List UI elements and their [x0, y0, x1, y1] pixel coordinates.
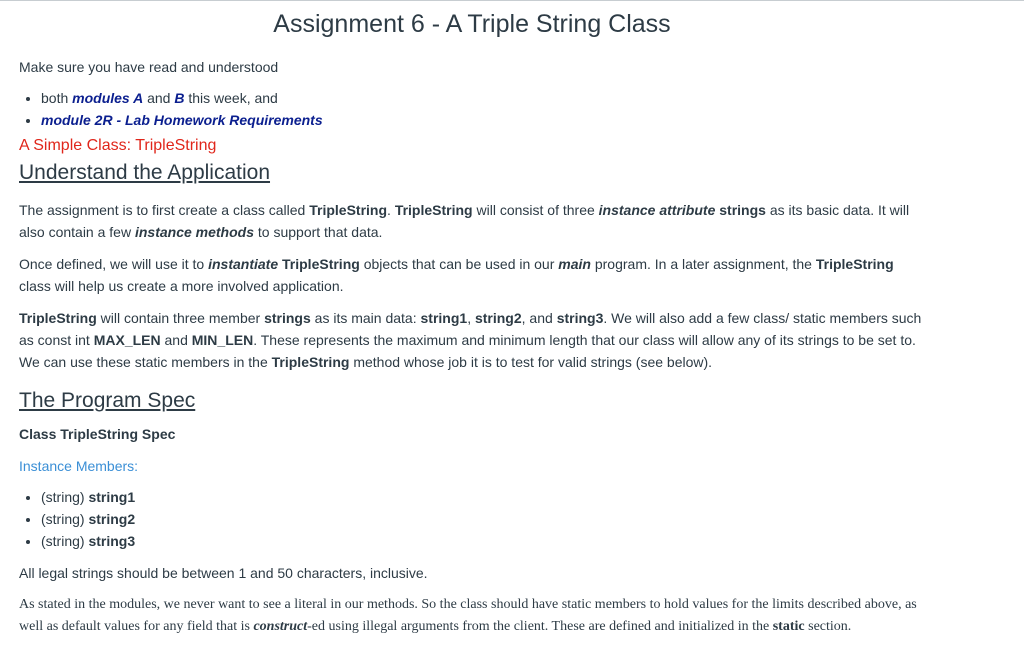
intro-text: this week, and [184, 90, 278, 106]
simple-class-link[interactable]: A Simple Class: TripleString [19, 137, 217, 154]
text: , [467, 310, 475, 326]
member-item [41, 530, 929, 552]
intro-list-item-requirements [41, 109, 929, 131]
page-title: Assignment 6 - A Triple String Class [273, 10, 671, 38]
paragraph-intro-class [19, 199, 929, 243]
class-spec-label: Class TripleString Spec [19, 426, 176, 442]
text: . We will also add a few class/ static members such as const int [19, 310, 922, 348]
legal-strings-note: All legal strings should be between 1 and 50 characters, inclusive. [19, 565, 428, 581]
term: MAX_LEN [93, 332, 161, 348]
member-type: (string) [41, 533, 89, 549]
module-a-link[interactable]: modules A [72, 90, 144, 106]
term: TripleString [271, 354, 350, 370]
member-list [19, 486, 929, 552]
term: TripleString [815, 256, 894, 272]
paragraph-static-members [19, 594, 929, 638]
module-2r-link[interactable]: module 2R - Lab Homework Requirements [41, 112, 323, 128]
member-type: (string) [41, 511, 89, 527]
intro-list [19, 87, 929, 131]
text: will consist of three [472, 202, 599, 218]
text: The assignment is to first create a class called [19, 202, 310, 218]
text: , and [521, 310, 557, 326]
intro-lead: Make sure you have read and understood [19, 59, 279, 75]
text: . [387, 202, 395, 218]
term: MIN_LEN [191, 332, 254, 348]
term: main [558, 256, 591, 272]
text: as its main data: [310, 310, 421, 326]
term: TripleString [394, 202, 473, 218]
term: instance attribute [598, 202, 716, 218]
class-spec-heading [19, 423, 929, 445]
member-name: string3 [88, 533, 136, 549]
section-heading-program-spec: The Program Spec [19, 389, 196, 412]
member-name: string1 [88, 489, 136, 505]
term: instance methods [134, 224, 254, 240]
text: -ed using illegal arguments from the client. These are defined and initialized in the [307, 619, 773, 634]
text: method whose job it is to test for valid strings (see below). [349, 354, 713, 370]
term: TripleString [19, 310, 97, 326]
term: strings [264, 310, 311, 326]
term: strings [719, 202, 766, 218]
text: will contain three member [96, 310, 265, 326]
term: string3 [556, 310, 604, 326]
top-divider [0, 0, 1024, 1]
text: section. [804, 619, 852, 634]
paragraph-members [19, 307, 929, 373]
member-item [41, 508, 929, 530]
text: as its basic data. It will also contain a few [19, 202, 910, 240]
module-b-link[interactable]: B [174, 90, 185, 106]
intro-text: and [143, 90, 175, 106]
term: string2 [474, 310, 522, 326]
term: string1 [420, 310, 468, 326]
text: objects that can be used in our [359, 256, 559, 272]
intro-list-item-modules [41, 87, 929, 109]
paragraph-instantiate [19, 253, 929, 297]
section-heading-application: Understand the Application [19, 161, 271, 184]
intro-text: both [41, 90, 73, 106]
term: TripleString [282, 256, 360, 272]
text: to support that data. [254, 224, 383, 240]
text: Once defined, we will use it to [19, 256, 209, 272]
member-name: string2 [88, 511, 136, 527]
term: instantiate [208, 256, 279, 272]
member-item [41, 486, 929, 508]
term: construct [253, 619, 308, 634]
term: TripleString [309, 202, 388, 218]
term: static [772, 619, 805, 634]
text: and [160, 332, 192, 348]
instance-members-label: Instance Members: [19, 458, 139, 474]
text: . These represents the maximum and minimum length that our class will allow any of its strings to be set to. We can use these static members in the [19, 332, 916, 370]
text: As stated in the modules, we never want to see a literal in our methods. So the class should have static members to hold values for the limits described above, as well as default values for any field that is [19, 597, 917, 634]
assignment-body [19, 56, 929, 638]
member-type: (string) [41, 489, 89, 505]
text: class will help us create a more involved application. [19, 278, 344, 294]
text: program. In a later assignment, the [590, 256, 816, 272]
